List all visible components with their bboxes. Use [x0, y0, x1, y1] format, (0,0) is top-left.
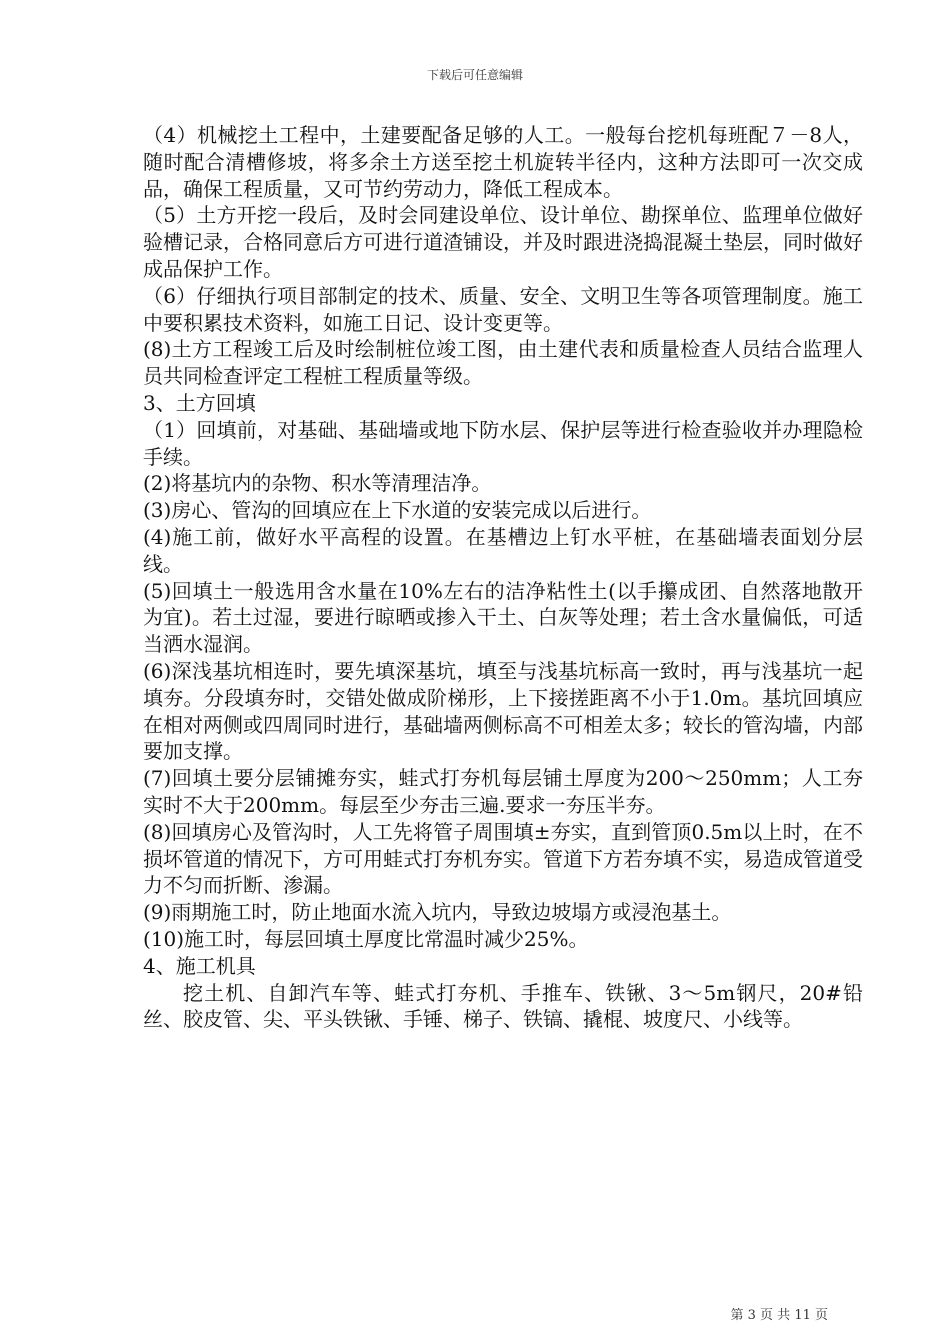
paragraph-backfill-7: (7)回填土要分层铺摊夯实，蛙式打夯机每层铺土厚度为200～250mm；人工夯实时不大于200mm。每层至少夯击三遍.要求一夯压半夯。 — [143, 766, 863, 817]
page-header: 下载后可任意编辑 — [426, 68, 523, 82]
paragraph-backfill-9: (9)雨期施工时，防止地面水流入坑内，导致边坡塌方或浸泡基土。 — [143, 900, 732, 925]
paragraph-excavation-6: （6）仔细执行项目部制定的技术、质量、安全、文明卫生等各项管理制度。施工中要积累技术资料，如施工日记、设计变更等。 — [143, 283, 863, 335]
paragraph-backfill-2: (2)将基坑内的杂物、积水等清理洁净。 — [143, 471, 492, 496]
paragraph-machinery-list: 挖土机、自卸汽车等、蛙式打夯机、手推车、铁锹、3～5m钢尺，20#铅丝、胶皮管、尖、平头铁锹、手锤、梯子、铁镐、撬棍、坡度尺、小线等。 — [143, 980, 863, 1032]
document-body — [143, 122, 863, 1033]
paragraph-backfill-5: (5)回填土一般选用含水量在10%左右的洁净粘性土(以手攥成团、自然落地散开为宜)。若土过湿，要进行晾晒或掺入干土、白灰等处理；若土含水量偏低，可适当洒水湿润。 — [143, 578, 863, 657]
paragraph-backfill-8: (8)回填房心及管沟时，人工先将管子周围填±夯实，直到管顶0.5m以上时，在不损坏管道的情况下，方可用蛙式打夯机夯实。管道下方若夯填不实，易造成管道受力不匀而折断、渗漏。 — [143, 819, 863, 898]
section-heading-machinery: 4、施工机具 — [143, 953, 256, 978]
paragraph-backfill-10: (10)施工时，每层回填土厚度比常温时减少25%。 — [143, 926, 589, 951]
paragraph-excavation-8: (8)土方工程竣工后及时绘制桩位竣工图，由土建代表和质量检查人员结合监理人员共同检查评定工程桩工程质量等级。 — [143, 337, 863, 389]
paragraph-backfill-1: （1）回填前，对基础、基础墙或地下防水层、保护层等进行检查验收并办理隐检手续。 — [143, 417, 863, 469]
page-number: 第 3 页 共 11 页 — [730, 1308, 828, 1323]
paragraph-backfill-3: (3)房心、管沟的回填应在上下水道的安装完成以后进行。 — [143, 498, 652, 523]
paragraph-backfill-6: (6)深浅基坑相连时，要先填深基坑，填至与浅基坑标高一致时，再与浅基坑一起填夯。分段填夯时，交错处做成阶梯形，上下接搓距离不小于1.0m。基坑回填应在相对两侧或四周同时进行，基础墙两侧标高不可相差太多；较长的管沟墙，内部要加支撑。 — [143, 658, 863, 764]
paragraph-backfill-4: (4)施工前，做好水平高程的设置。在基槽边上钉水平桩，在基础墙表面划分层线。 — [143, 524, 863, 576]
paragraph-excavation-4: （4）机械挖土工程中，土建要配备足够的人工。一般每台挖机每班配７－8人，随时配合清槽修坡，将多余土方送至挖土机旋转半径内，这种方法即可一次交成品，确保工程质量，又可节约劳动力，降低工程成本。 — [143, 123, 863, 201]
section-heading-backfill: 3、土方回填 — [143, 390, 256, 415]
paragraph-excavation-5: （5）土方开挖一段后，及时会同建设单位、设计单位、勘探单位、监理单位做好验槽记录，合格同意后方可进行道渣铺设，并及时跟进浇捣混凝土垫层，同时做好成品保护工作。 — [143, 203, 863, 281]
